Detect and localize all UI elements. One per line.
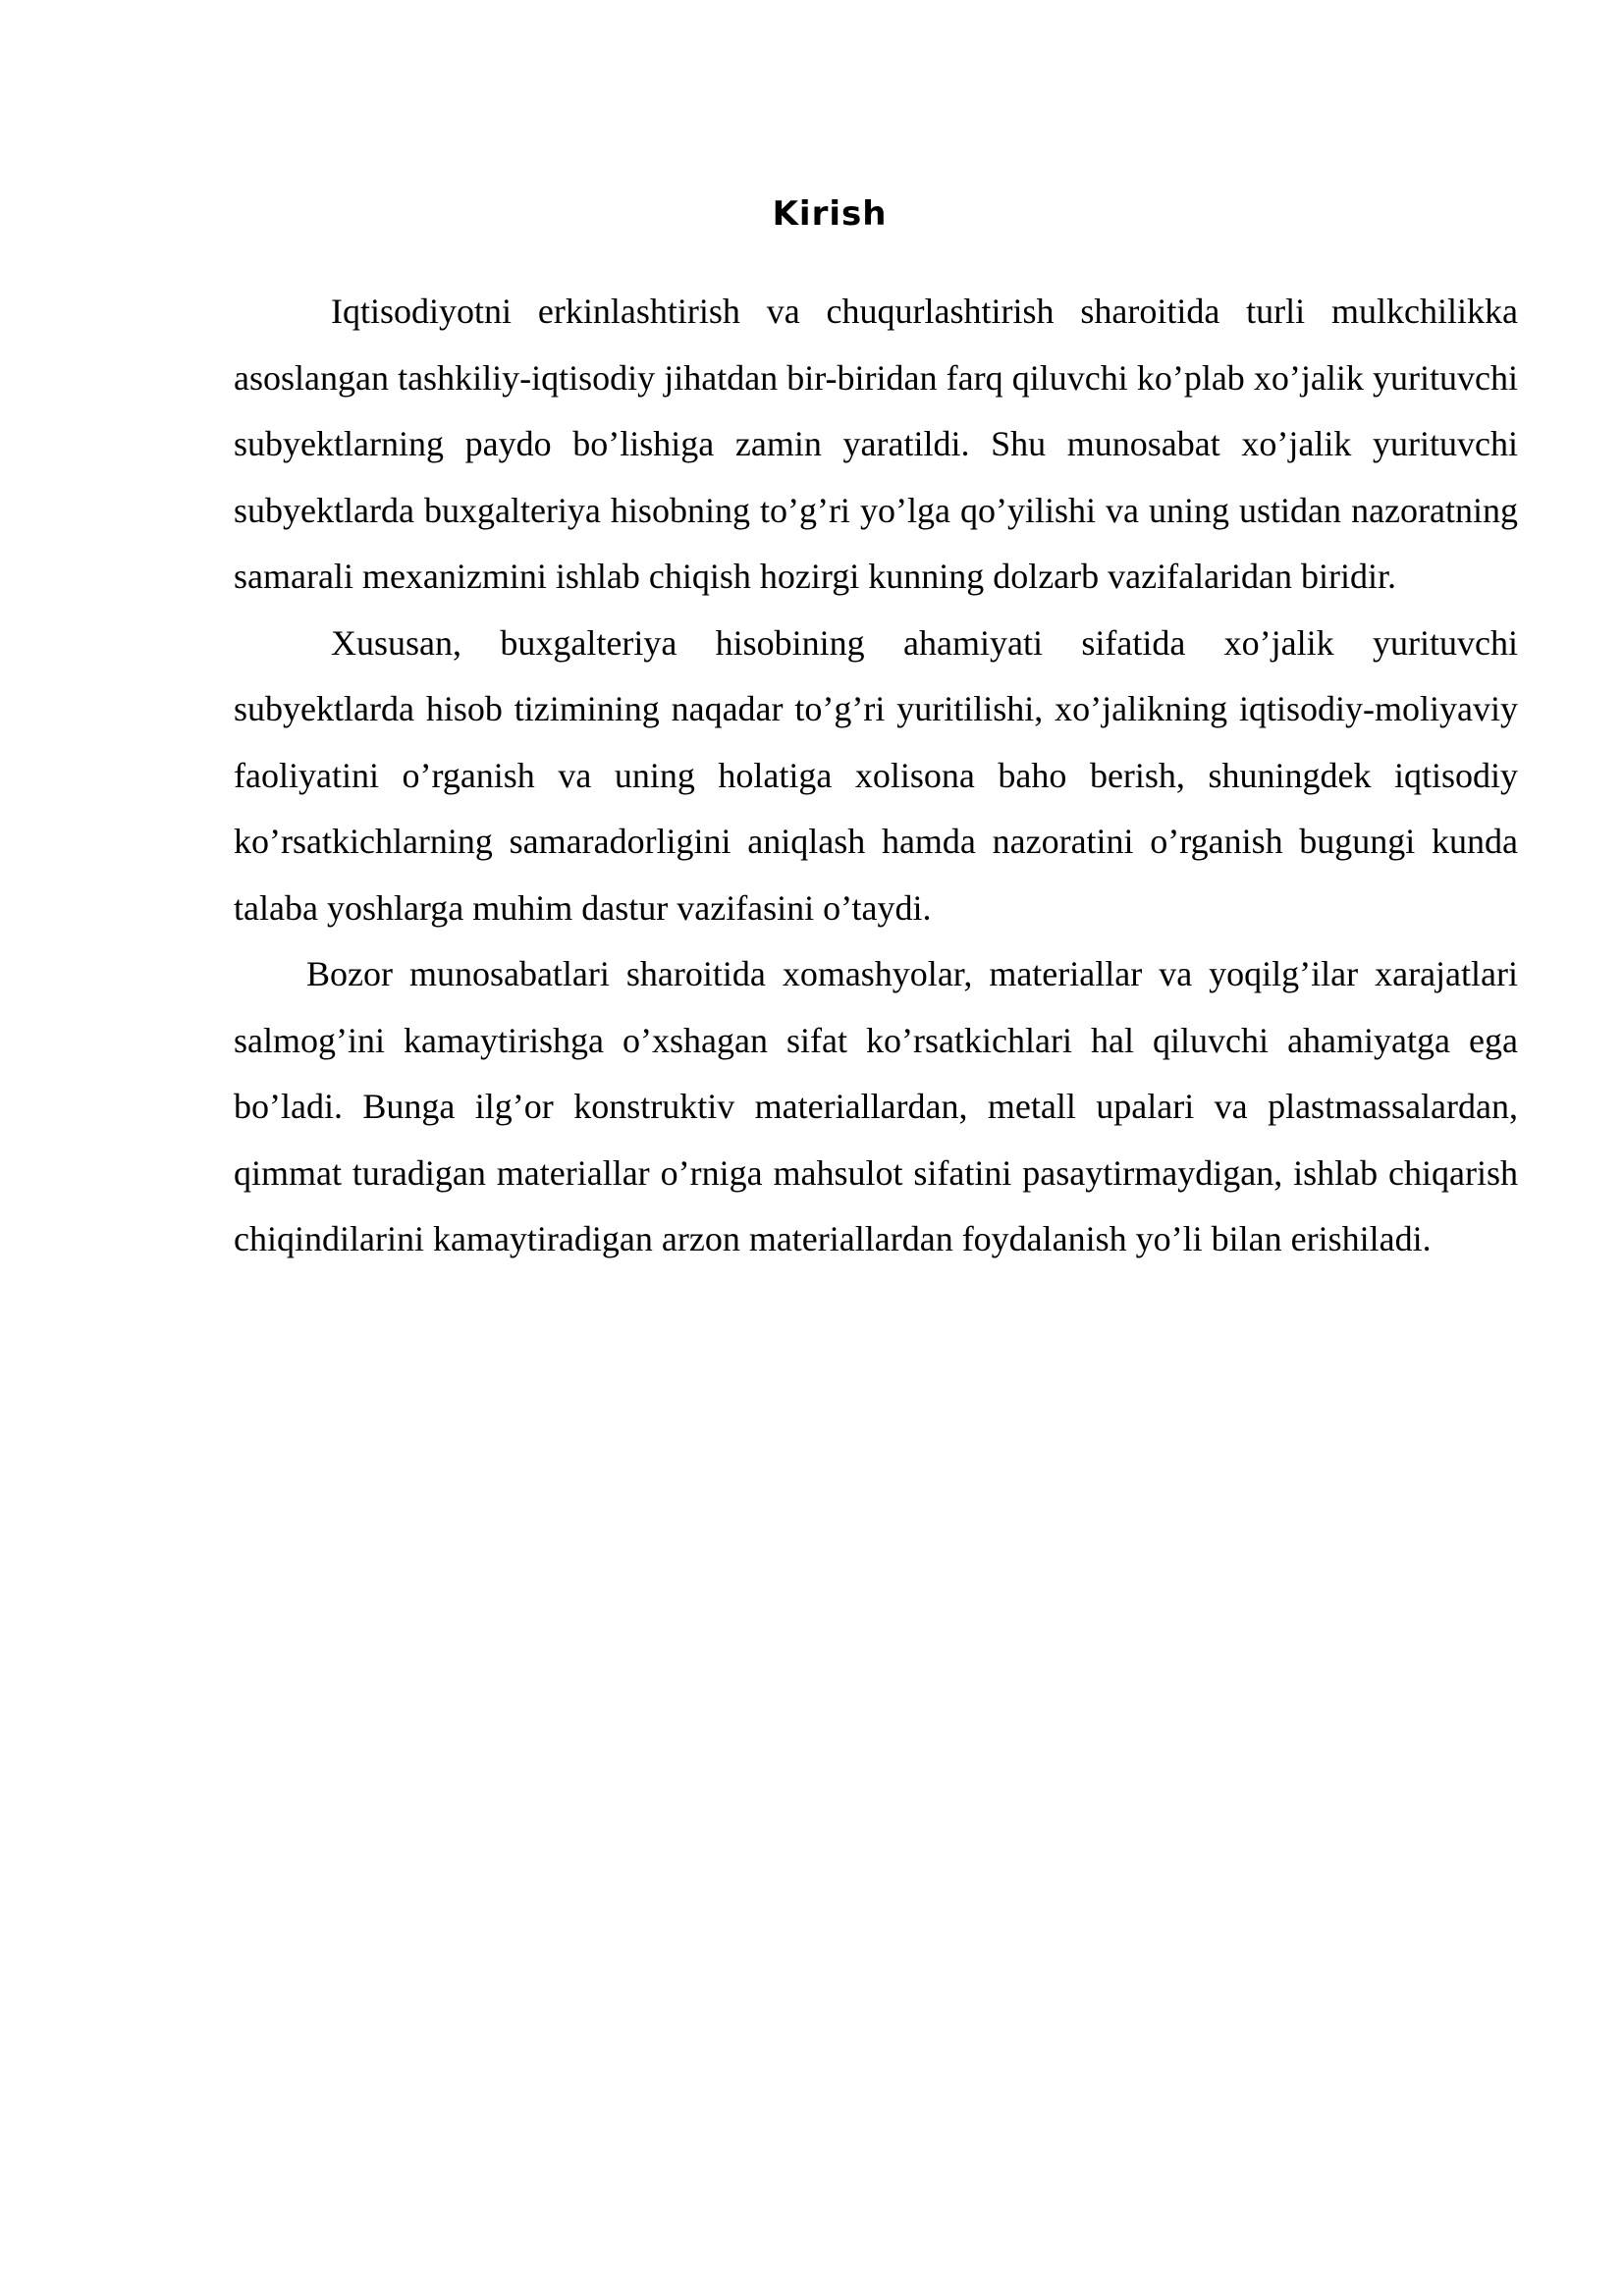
page-title: Kirish: [772, 194, 888, 234]
paragraph-3: Bozor munosabatlari sharoitida xomashyolar, materiallar va yoqilg’ilar xarajatlari salmog’ini kamaytirishga o’xshagan sifat ko’rsatkichlari hal qiluvchi ahamiyatga ega bo’ladi. Bunga ilg’or konstruktiv materiallardan, metall upalari va plastmassalardan, qimmat turadigan materiallar o’rniga mahsulot sifatini pasaytirmaydigan, ishlab chiqarish chiqindilarini kamaytiradigan arzon materiallardan foydalanish yo’li bilan erishiladi.: [234, 954, 1518, 1258]
paragraph-1: Iqtisodiyotni erkinlashtirish va chuqurlashtirish sharoitida turli mulkchilikka asoslangan tashkiliy-iqtisodiy jihatdan bir-biridan farq qiluvchi ko’plab xo’jalik yurituvchi subyektlarning paydo bo’lishiga zamin yaratildi. Shu munosabat xo’jalik yurituvchi subyektlarda buxgalteriya hisobning to’g’ri yo’lga qo’yilishi va uning ustidan nazoratning samarali mexanizmini ishlab chiqish hozirgi kunning dolzarb vazifalaridan biridir.: [234, 292, 1518, 596]
document-body: [234, 279, 1518, 1273]
paragraph-2: Xususan, buxgalteriya hisobining ahamiyati sifatida xo’jalik yurituvchi subyektlarda hisob tizimining naqadar to’g’ri yuritilishi, xo’jalikning iqtisodiy-moliyaviy faoliyatini o’rganish va uning holatiga xolisona baho berish, shuningdek iqtisodiy ko’rsatkichlarning samaradorligini aniqlash hamda nazoratini o’rganish bugungi kunda talaba yoshlarga muhim dastur vazifasini o’taydi.: [234, 622, 1518, 928]
